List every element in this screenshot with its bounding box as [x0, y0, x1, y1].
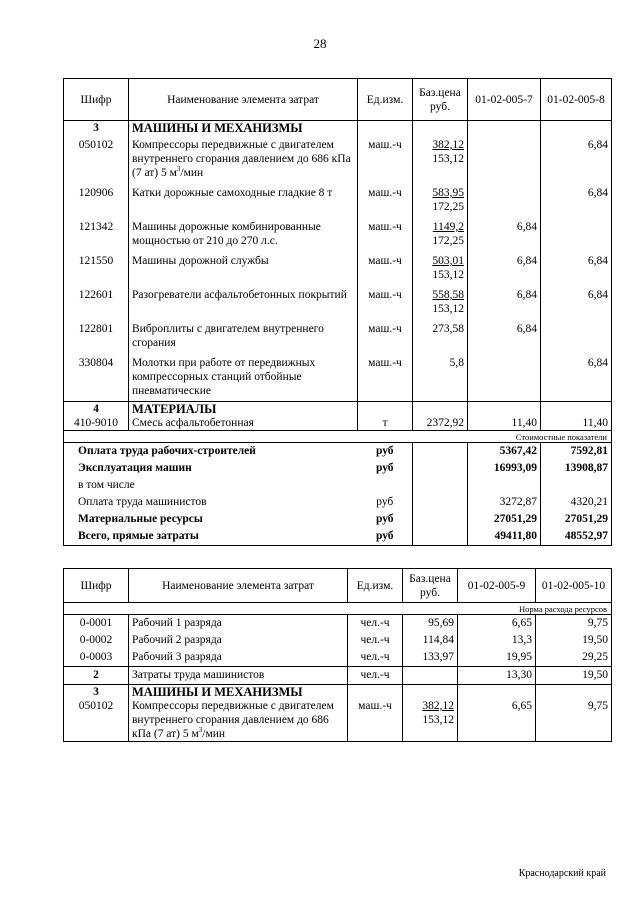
row-price: 558,58 153,12 [413, 285, 468, 319]
summary-label: в том числе [64, 477, 358, 494]
row-name: Катки дорожные самоходные гладкие 8 т [129, 183, 358, 217]
row-code: 122601 [64, 285, 129, 319]
row-unit: чел.-ч [348, 632, 403, 649]
summary-label: Всего, прямые затраты [64, 528, 358, 546]
row-code: 410-9010 [64, 416, 129, 431]
summary-row [64, 460, 612, 477]
table-row [64, 251, 612, 285]
summary-label: Оплата труда машинистов [64, 494, 358, 511]
row-unit: маш.-ч [348, 699, 403, 742]
section-code: 2 [64, 667, 129, 685]
row-code: 0-0001 [64, 615, 129, 633]
row-value-8: 11,40 [541, 416, 612, 431]
summary-unit: руб [358, 494, 413, 511]
summary-unit: руб [358, 443, 413, 461]
row-unit: чел.-ч [348, 667, 403, 685]
row-value-7: 6,84 [468, 217, 541, 251]
row-value-10: 9,75 [536, 699, 612, 742]
row-price: 133,97 [403, 649, 458, 667]
row-price [403, 667, 458, 685]
row-code: 0-0003 [64, 649, 129, 667]
table-row [64, 416, 612, 431]
row-value-8: 6,84 [541, 285, 612, 319]
row-name: Смесь асфальтобетонная [129, 416, 358, 431]
row-unit: маш.-ч [358, 183, 413, 217]
row-price: 1149,2 172,25 [413, 217, 468, 251]
summary-caption-row [64, 431, 612, 443]
row-unit: т [358, 416, 413, 431]
header-col-9: 01-02-005-9 [458, 569, 536, 603]
summary-value-8: 13908,87 [541, 460, 612, 477]
summary-value-7: 3272,87 [468, 494, 541, 511]
row-value-7: 6,84 [468, 285, 541, 319]
summary-row [64, 511, 612, 528]
section-code: 3 [64, 685, 129, 700]
summary-value-8: 7592,81 [541, 443, 612, 461]
table-row [64, 699, 612, 742]
row-value-8: 6,84 [541, 251, 612, 285]
row-name: Рабочий 2 разряда [129, 632, 348, 649]
row-code: 122801 [64, 319, 129, 353]
cost-table-1 [63, 78, 612, 546]
page-number: 28 [313, 36, 327, 51]
row-name: Виброплиты с двигателем внутреннего сгорания [129, 319, 358, 353]
row-name: Молотки при работе от передвижных компрессорных станций отбойные пневматические [129, 353, 358, 402]
summary-caption: Стоимостные показатели [64, 431, 612, 443]
row-value-7: 11,40 [468, 416, 541, 431]
summary-label: Эксплуатация машин [64, 460, 358, 477]
summary-label: Материальные ресурсы [64, 511, 358, 528]
row-price: 95,69 [403, 615, 458, 633]
header-price: Баз.цена руб. [413, 79, 468, 121]
header-unit: Ед.изм. [348, 569, 403, 603]
header-price: Баз.цена руб. [403, 569, 458, 603]
norm-caption-row [64, 603, 612, 615]
row-unit: маш.-ч [358, 285, 413, 319]
row-value-8 [541, 217, 612, 251]
row-value-9: 19,95 [458, 649, 536, 667]
row-price: 503,01 153,12 [413, 251, 468, 285]
row-value-9: 13,30 [458, 667, 536, 685]
row-value-7 [468, 353, 541, 402]
row-name: Машины дорожные комбинированные мощностью от 210 до 270 л.с. [129, 217, 358, 251]
summary-unit: руб [358, 460, 413, 477]
row-price: 382,12 153,12 [403, 699, 458, 742]
table-row [64, 319, 612, 353]
summary-row [64, 477, 612, 494]
header-col-10: 01-02-005-10 [536, 569, 612, 603]
section-title: МАТЕРИАЛЫ [129, 402, 358, 417]
table-row [64, 353, 612, 402]
table-row [64, 217, 612, 251]
row-unit: маш.-ч [358, 135, 413, 183]
header-code: Шифр [64, 79, 129, 121]
row-name: Рабочий 3 разряда [129, 649, 348, 667]
cost-table-2 [63, 568, 612, 742]
row-unit: маш.-ч [358, 353, 413, 402]
row-name: Компрессоры передвижные с двигателем внутреннего сгорания давлением до 686 кПа (7 ат) 5 $м^3$/мин [129, 699, 348, 742]
row-value-10: 29,25 [536, 649, 612, 667]
row-price: 5,8 [413, 353, 468, 402]
row-unit: маш.-ч [358, 217, 413, 251]
summary-label: Оплата труда рабочих-строителей [64, 443, 358, 461]
row-value-7: 6,84 [468, 319, 541, 353]
row-name: Рабочий 1 разряда [129, 615, 348, 633]
table-row [64, 285, 612, 319]
row-code: 0-0002 [64, 632, 129, 649]
summary-row [64, 443, 612, 461]
summary-row [64, 494, 612, 511]
row-code: 121550 [64, 251, 129, 285]
header-name: Наименование элемента затрат [129, 79, 358, 121]
footer-region: Краснодарский край [518, 868, 606, 879]
section-machinist-labor [64, 667, 612, 685]
header-col-7: 01-02-005-7 [468, 79, 541, 121]
row-value-7: 6,84 [468, 251, 541, 285]
row-value-9: 6,65 [458, 699, 536, 742]
norm-caption: Норма расхода ресурсов [64, 603, 612, 615]
row-name: Разогреватели асфальтобетонных покрытий [129, 285, 358, 319]
row-value-8 [541, 319, 612, 353]
row-price: 2372,92 [413, 416, 468, 431]
row-unit: чел.-ч [348, 615, 403, 633]
section-title: МАШИНЫ И МЕХАНИЗМЫ [129, 685, 348, 700]
summary-value-7: 16993,09 [468, 460, 541, 477]
row-value-9: 6,65 [458, 615, 536, 633]
section-code: 4 [64, 402, 129, 417]
row-value-7 [468, 135, 541, 183]
header-code: Шифр [64, 569, 129, 603]
summary-unit: руб [358, 528, 413, 546]
summary-value-7: 5367,42 [468, 443, 541, 461]
section-title: МАШИНЫ И МЕХАНИЗМЫ [129, 121, 358, 136]
header-col-8: 01-02-005-8 [541, 79, 612, 121]
section-machines [64, 121, 612, 136]
row-unit: маш.-ч [358, 319, 413, 353]
row-value-8: 6,84 [541, 135, 612, 183]
row-value-8: 6,84 [541, 353, 612, 402]
table-row [64, 615, 612, 633]
row-code: 121342 [64, 217, 129, 251]
header-name: Наименование элемента затрат [129, 569, 348, 603]
row-name: Затраты труда машинистов [129, 667, 348, 685]
row-price: 583,95 172,25 [413, 183, 468, 217]
row-value-10: 9,75 [536, 615, 612, 633]
row-name: Машины дорожной службы [129, 251, 358, 285]
row-value-9: 13,3 [458, 632, 536, 649]
row-name: Компрессоры передвижные с двигателем внутреннего сгорания давлением до 686 кПа (7 ат) 5 $м^3$/мин [129, 135, 358, 183]
row-code: 050102 [64, 699, 129, 742]
summary-value-8: 4320,21 [541, 494, 612, 511]
table-row [64, 183, 612, 217]
row-unit: чел.-ч [348, 649, 403, 667]
row-value-7 [468, 183, 541, 217]
summary-row [64, 528, 612, 546]
section-code: 3 [64, 121, 129, 136]
summary-value-8: 48552,97 [541, 528, 612, 546]
section-machines [64, 685, 612, 700]
table-row [64, 135, 612, 183]
summary-value-8: 27051,29 [541, 511, 612, 528]
summary-value-7: 49411,80 [468, 528, 541, 546]
row-unit: маш.-ч [358, 251, 413, 285]
row-code: 330804 [64, 353, 129, 402]
row-price: 382,12 153,12 [413, 135, 468, 183]
row-price: 273,58 [413, 319, 468, 353]
row-code: 050102 [64, 135, 129, 183]
row-value-10: 19,50 [536, 632, 612, 649]
row-value-10: 19,50 [536, 667, 612, 685]
row-code: 120906 [64, 183, 129, 217]
table-row [64, 632, 612, 649]
row-price: 114,84 [403, 632, 458, 649]
row-value-8: 6,84 [541, 183, 612, 217]
summary-unit: руб [358, 511, 413, 528]
section-materials [64, 402, 612, 417]
header-unit: Ед.изм. [358, 79, 413, 121]
summary-value-7: 27051,29 [468, 511, 541, 528]
table-row [64, 649, 612, 667]
